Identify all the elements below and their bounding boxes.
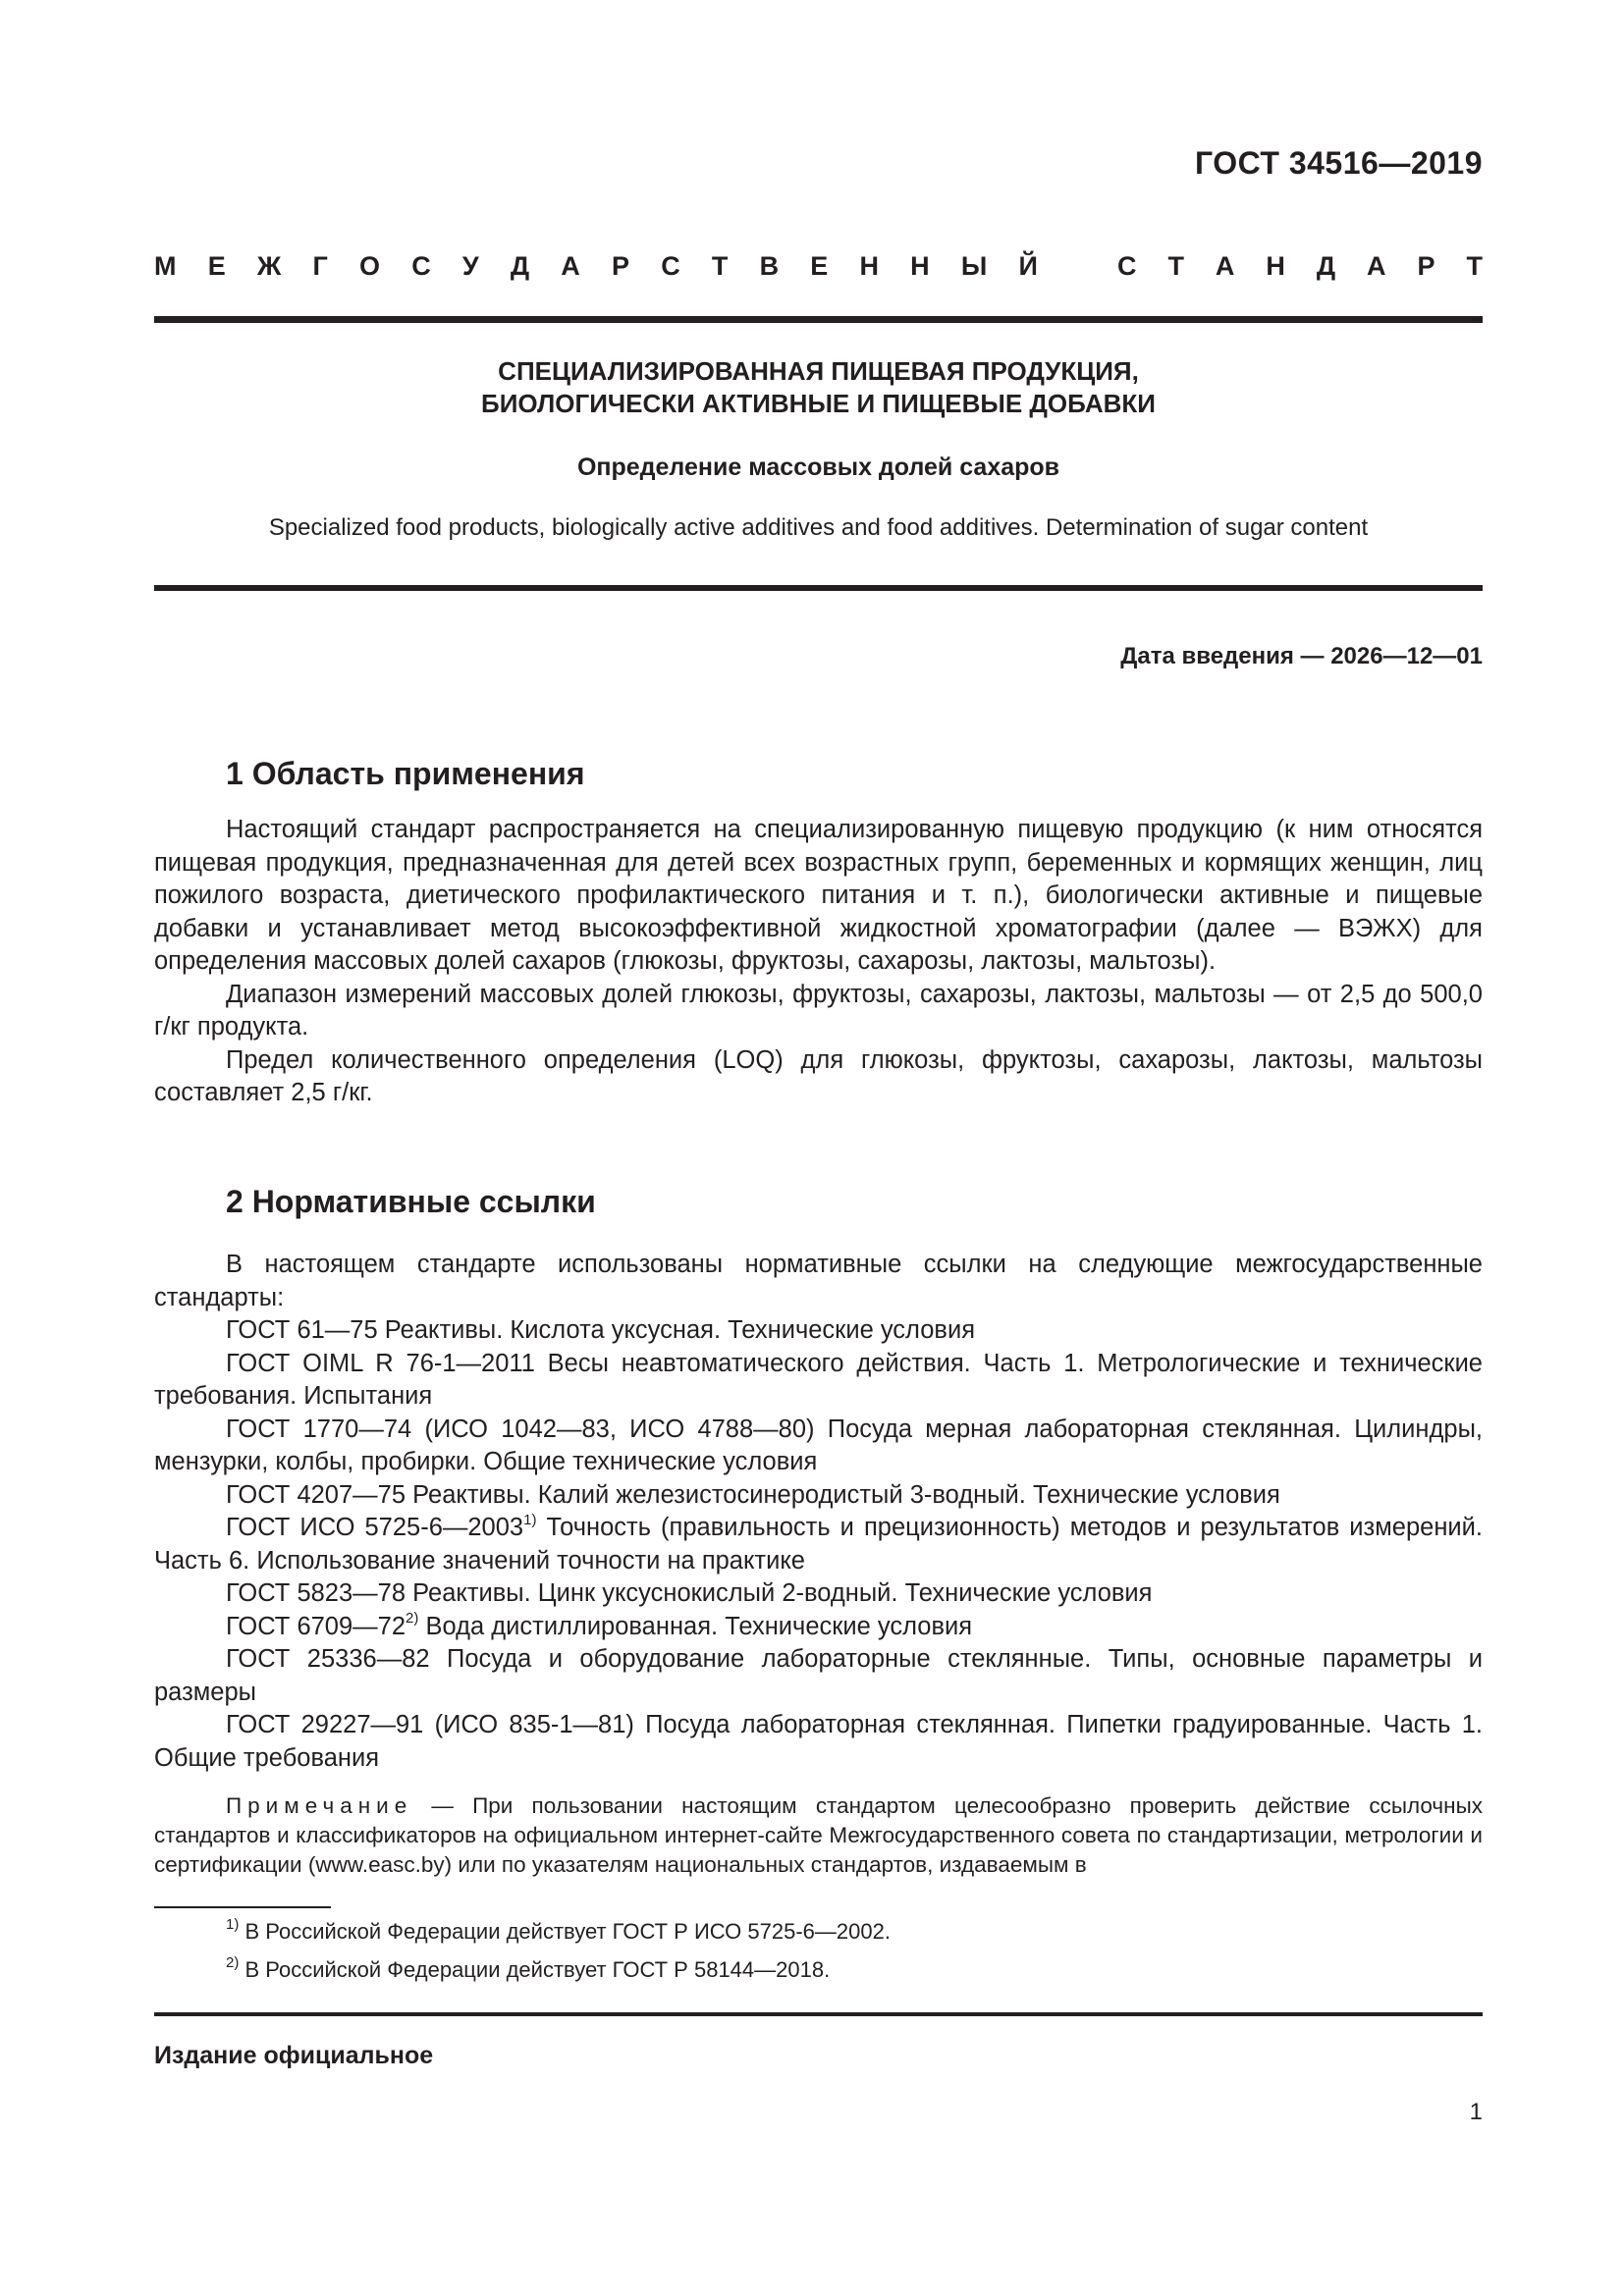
reference-title: Реактивы. Кислота уксусная. Технические условия (384, 1316, 976, 1344)
standard-type-word-1: М Е Ж Г О С У Д А Р С Т В Е Н Н Ы Й (154, 251, 1038, 281)
footnote-marker: 2) (406, 1610, 419, 1627)
reference-code: ГОСТ OIML R 76-1—2011 (226, 1349, 535, 1377)
reference-item (154, 1348, 1483, 1414)
footnote-mark: 1) (226, 1915, 240, 1933)
document-title (154, 355, 1483, 420)
reference-item (154, 1512, 1483, 1577)
reference-title: Реактивы. Цинк уксуснокислый 2-водный. Технические условия (412, 1579, 1153, 1607)
footnote-marker: 1) (523, 1511, 537, 1528)
reference-item (154, 1414, 1483, 1479)
reference-code: ГОСТ 61—75 (226, 1316, 378, 1344)
reference-item (154, 1479, 1483, 1513)
note-block (154, 1791, 1483, 1880)
section-1-body (154, 814, 1483, 1110)
section-1-paragraph: Настоящий стандарт распространяется на специализированную пищевую продукцию (к ним относятся пищевая продукция, предназначенная для детей всех возрастных групп, беременных и кормящих женщин, лиц пожилого возраста, диетического профилактического питания и т. п.), биологически активные и пищевые добавки и устанавливает метод высокоэффективной жидкостной хроматографии (далее — ВЭЖХ) для определения массовых долей сахаров (глюкозы, фруктозы, сахарозы, лактозы, мальтозы). (154, 816, 1483, 975)
footnote-text: В Российской Федерации действует ГОСТ Р 58144—2018. (244, 1957, 831, 1982)
section-2-intro: В настоящем стандарте использованы нормативные ссылки на следующие межгосударственные стандарты: (154, 1251, 1483, 1311)
reference-code: ГОСТ 4207—75 (226, 1480, 406, 1509)
reference-title: Посуда и оборудование лабораторные стеклянные. Типы, основные параметры и размеры (154, 1645, 1483, 1706)
introduction-date: Дата введения — 2026—12—01 (1120, 643, 1483, 669)
reference-code: ГОСТ ИСО 5725-6—2003 (226, 1514, 524, 1541)
reference-item (154, 1643, 1483, 1709)
title-divider (154, 585, 1483, 591)
reference-code: ГОСТ 1770—74 (ИСО 1042—83, ИСО 4788—80) (226, 1415, 815, 1443)
top-divider (154, 316, 1483, 323)
section-2-body (154, 1249, 1483, 1775)
section-1-paragraph: Диапазон измерений массовых долей глюкозы, фруктозы, сахарозы, лактозы, мальтозы — от 2,5 до 500,0 г/кг продукта. (154, 980, 1483, 1041)
document-subtitle: Определение массовых долей сахаров (576, 454, 1060, 481)
reference-code: ГОСТ 25336—82 (226, 1645, 430, 1673)
footnote-mark: 2) (226, 1953, 240, 1971)
reference-title: Весы неавтоматического действия. Часть 1. Метрологические и технические требования. Испытания (154, 1349, 1483, 1410)
title-line-1: СПЕЦИАЛИЗИРОВАННАЯ ПИЩЕВАЯ ПРОДУКЦИЯ, (498, 356, 1139, 386)
standard-type-word-2: С Т А Н Д А Р Т (1117, 251, 1483, 281)
footer-divider (154, 2012, 1483, 2016)
reference-item (154, 1314, 1483, 1348)
reference-title: Вода дистиллированная. Технические условия (425, 1612, 973, 1640)
section-1-heading: 1 Область применения (226, 756, 585, 791)
reference-title: Посуда лабораторная стеклянная. Пипетки градуированные. Часть 1. Общие требования (154, 1711, 1484, 1772)
standard-type-heading (154, 251, 1483, 282)
english-title: Specialized food products, biologically active additives and food additives. Determination of sugar content (268, 514, 1369, 541)
footnote-1 (226, 1915, 891, 1945)
reference-code: ГОСТ 29227—91 (ИСО 835-1—81) (226, 1711, 634, 1738)
note-text: — При пользовании настоящим стандартом целесообразно проверить действие ссылочных стандартов и классификаторов на официальном интернет-сайте Межгосударственного совета по стандартизации, метрологии и сертификации (www.easc.by) или по указателям национальных стандартов, издаваемым в (154, 1793, 1483, 1877)
note-label: Примечание (226, 1793, 413, 1818)
footnote-2 (226, 1953, 831, 1983)
reference-code: ГОСТ 6709—72 (226, 1612, 406, 1640)
reference-title: Реактивы. Калий железистосинеродистый 3-водный. Технические условия (412, 1480, 1280, 1509)
reference-item (154, 1709, 1483, 1775)
page-number: 1 (1469, 2099, 1483, 2125)
title-line-2: БИОЛОГИЧЕСКИ АКТИВНЫЕ И ПИЩЕВЫЕ ДОБАВКИ (481, 389, 1156, 418)
footnote-divider (154, 1906, 331, 1908)
section-2-heading: 2 Нормативные ссылки (226, 1184, 596, 1219)
section-1-paragraph: Предел количественного определения (LOQ) для глюкозы, фруктозы, сахарозы, лактозы, мальтозы составляет 2,5 г/кг. (154, 1045, 1483, 1106)
reference-item (154, 1611, 1483, 1644)
footnote-text: В Российской Федерации действует ГОСТ Р ИСО 5725-6—2002. (244, 1919, 891, 1944)
reference-item (154, 1577, 1483, 1611)
reference-code: ГОСТ 5823—78 (226, 1579, 406, 1607)
document-code: ГОСТ 34516—2019 (1194, 145, 1483, 181)
edition-label: Издание официальное (154, 2042, 434, 2069)
reference-title: Точность (правильность и прецизионность) методов и результатов измерений. Часть 6. Использование значений точности на практике (154, 1514, 1483, 1575)
reference-title: Посуда мерная лабораторная стеклянная. Цилиндры, мензурки, колбы, пробирки. Общие технические условия (154, 1415, 1483, 1475)
